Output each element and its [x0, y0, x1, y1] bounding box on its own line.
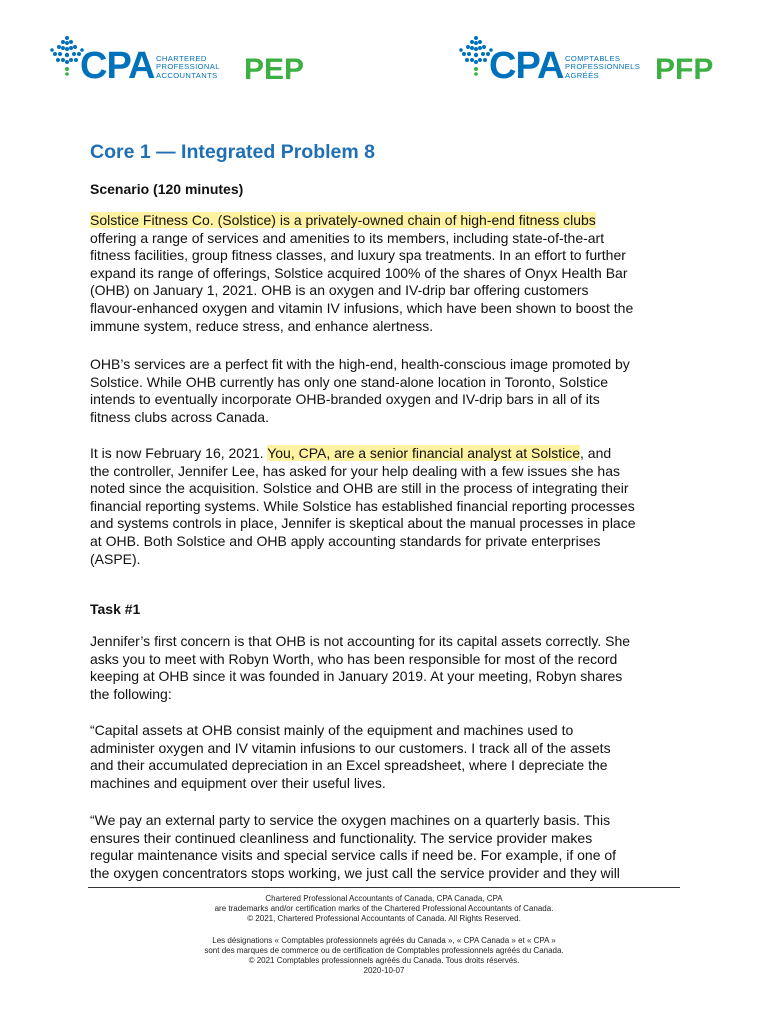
text-line: administer oxygen and IV vitamin infusions to our customers. I track all of the assets — [90, 739, 611, 756]
footer-line: Chartered Professional Accountants of Canada, CPA Canada, CPA — [265, 894, 503, 903]
text-line: intends to eventually incorporate OHB-branded oxygen and IV-drip bars in all of its — [90, 391, 600, 408]
text-line: flavour-enhanced oxygen and vitamin IV infusions, which have been shown to boost the — [90, 299, 634, 316]
footer-divider — [88, 887, 680, 888]
program-label-pfp: PFP — [655, 53, 714, 86]
text-segment: It is now February 16, 2021. — [90, 445, 268, 461]
text-line: fitness clubs across Canada. — [90, 408, 269, 425]
footer-line: Les désignations « Comptables professionnels agréés du Canada », « CPA Canada » et « CPA » — [212, 936, 556, 945]
text-line: (OHB) on January 1, 2021. OHB is an oxygen and IV-drip bar offering customers — [90, 282, 589, 299]
text-line: fitness facilities, group fitness classes, and luxury spa treatments. In an effort to further — [90, 247, 626, 264]
text-line: offering a range of services and amenities to its members, including state-of-the-art — [90, 229, 605, 246]
footer-french — [88, 936, 680, 976]
text-line: and their accumulated depreciation in an Excel spreadsheet, where I depreciate the — [90, 757, 608, 774]
scenario-paragraph-3 — [90, 445, 690, 568]
text-segment: , and — [580, 445, 612, 461]
footer-line: sont des marques de commerce ou de certification de Comptables professionnels agréés du Canada. — [204, 946, 564, 955]
cpa-subtitle: COMPTABLES PROFESSIONNELS AGRÉÉS — [565, 54, 641, 80]
text-line: the controller, Jennifer Lee, has asked for your help dealing with a few issues she has — [90, 462, 620, 479]
cpa-wordmark: CPA — [80, 45, 155, 87]
text-line: the oxygen concentrators stops working, we just call the service provider and they will — [90, 864, 620, 881]
task-quote-1 — [90, 722, 690, 792]
scenario-paragraph-1 — [90, 212, 690, 335]
text-line: “We pay an external party to service the oxygen machines on a quarterly basis. This — [90, 812, 611, 828]
text-line: regular maintenance visits and special service calls if need be. For example, if one of — [90, 847, 617, 864]
text-line: OHB’s services are a perfect fit with the high-end, health-conscious image promoted by — [90, 356, 630, 372]
scenario-heading: Scenario (120 minutes) — [90, 181, 244, 197]
text-line: and systems controls in place, Jennifer is skeptical about the manual processes in place — [90, 515, 636, 532]
text-line: machines and equipment over their useful lives. — [90, 774, 386, 791]
footer-line: © 2021 Comptables professionnels agréés du Canada. Tous droits réservés. — [248, 956, 520, 965]
text-line: financial reporting systems. While Solstice has established financial reporting processes — [90, 497, 635, 514]
task-heading: Task #1 — [90, 601, 141, 617]
text-line: Solstice. While OHB currently has only one stand-alone location in Toronto, Solstice — [90, 373, 609, 390]
text-line: noted since the acquisition. Solstice and OHB are still in the process of integrating their — [90, 480, 629, 497]
text-line: keeping at OHB since it was founded in January 2019. At your meeting, Robyn shares — [90, 668, 623, 685]
cpa-wordmark: CPA — [489, 45, 564, 87]
text-line: asks you to meet with Robyn Worth, who has been responsible for most of the record — [90, 650, 618, 667]
footer-english — [88, 894, 680, 924]
footer-line: are trademarks and/or certification marks of the Chartered Professional Accountants of Canada. — [214, 904, 554, 913]
highlighted-text: You, CPA, are a senior financial analyst at Solstice — [267, 445, 581, 461]
program-label-pep: PEP — [244, 53, 305, 86]
text-line: Jennifer’s first concern is that OHB is not accounting for its capital assets correctly. She — [90, 633, 631, 649]
highlighted-text: Solstice Fitness Co. (Solstice) is a privately-owned chain of high-end fitness clubs — [90, 212, 596, 228]
text-line: at OHB. Both Solstice and OHB apply accounting standards for private enterprises — [90, 532, 601, 549]
text-line: immune system, reduce stress, and enhance alertness. — [90, 317, 434, 334]
page-title: Core 1 — Integrated Problem 8 — [90, 141, 375, 163]
scenario-paragraph-2 — [90, 356, 690, 426]
footer-line: © 2021, Chartered Professional Accountants of Canada. All Rights Reserved. — [247, 914, 521, 923]
footer-date: 2020-10-07 — [363, 966, 405, 975]
text-line: (ASPE). — [90, 550, 141, 567]
text-line: ensures their continued cleanliness and functionality. The service provider makes — [90, 829, 593, 846]
text-line: “Capital assets at OHB consist mainly of the equipment and machines used to — [90, 722, 574, 738]
task-quote-2 — [90, 812, 690, 882]
cpa-subtitle: CHARTERED PROFESSIONAL ACCOUNTANTS — [156, 54, 220, 80]
text-line: expand its range of offerings, Solstice acquired 100% of the shares of Onyx Health Bar — [90, 264, 628, 281]
task-paragraph-1 — [90, 633, 690, 703]
text-line: the following: — [90, 685, 172, 702]
